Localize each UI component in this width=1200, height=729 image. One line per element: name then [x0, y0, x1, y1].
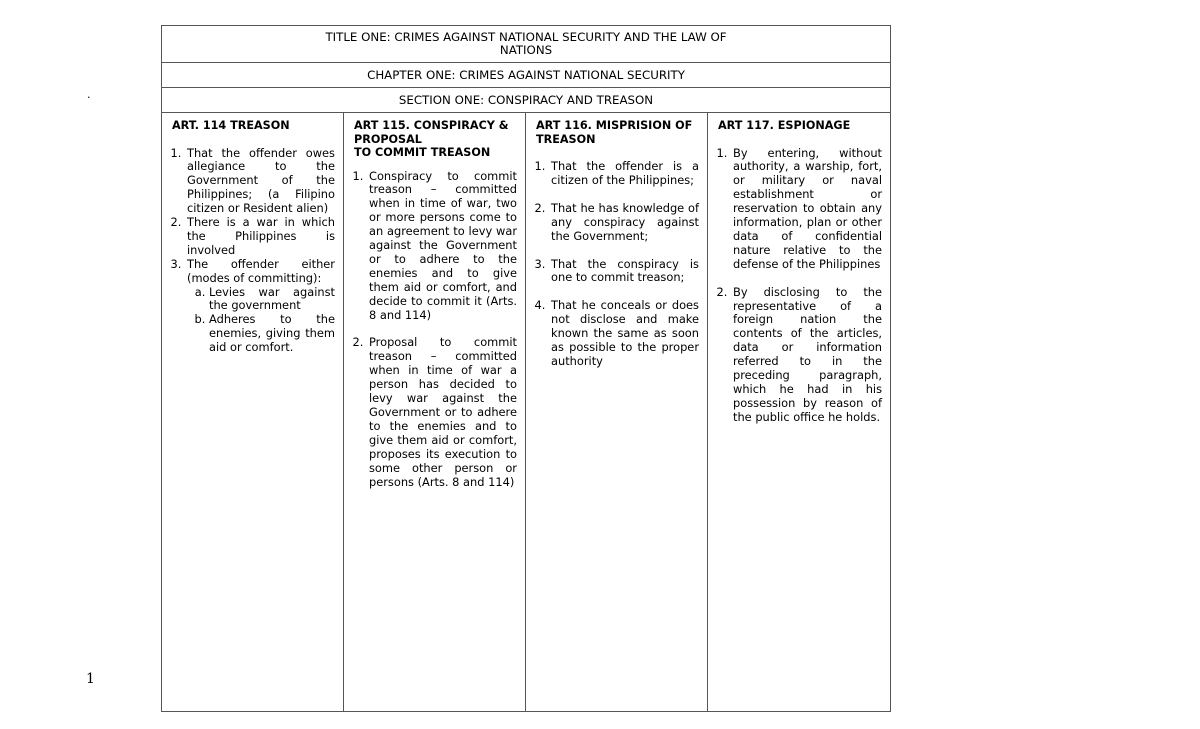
list-item: 2. There is a war in which the Philippines is involved [185, 216, 335, 258]
column-art-114 [162, 113, 344, 712]
heading-line: ART 116. MISPRISION OF [536, 119, 693, 132]
page-number: 1 [86, 671, 95, 687]
column-art-117 [708, 113, 891, 712]
list-item: 1. That the offender owes allegiance to the Government of the Philippines; (a Filipino citizen or Resident alien) [185, 147, 335, 217]
list-item [185, 258, 335, 355]
chapter-title: CHAPTER ONE: CRIMES AGAINST NATIONAL SECURITY [367, 68, 685, 82]
list-item: 1. Conspiracy to commit treason – committed when in time of war, two or more persons come to an agreement to levy war against the Government or to adhere to the enemies and to give them aid or comfort, and decide to commit it (Arts. 8 and 114) [367, 170, 517, 323]
list-item-text: The offender either (modes of committing): [187, 256, 335, 285]
list-item: 2. That he has knowledge of any conspiracy against the Government; [549, 202, 699, 244]
title-line-1: TITLE ONE: CRIMES AGAINST NATIONAL SECURITY AND THE LAW OF [325, 30, 727, 44]
list-item: 1. That the offender is a citizen of the Philippines; [549, 160, 699, 188]
list-item: 1. By entering, without authority, a warship, fort, or military or naval establishment or reservation to obtain any information, plan or other data of confidential nature relative to the defense of the Philippines [731, 147, 882, 272]
art-114-heading: ART. 114 TREASON [172, 119, 290, 132]
sub-list-item: a. Levies war against the government [209, 286, 335, 314]
chapter-header [162, 63, 891, 88]
crimes-table [161, 25, 891, 712]
art-115-heading [352, 119, 517, 160]
heading-line: ART 115. CONSPIRACY & [354, 119, 509, 132]
column-art-116 [526, 113, 708, 712]
title-header [162, 26, 891, 63]
list-item: 3. That the conspiracy is one to commit treason; [549, 258, 699, 286]
art-115-elements [352, 170, 517, 490]
heading-line: TO COMMIT TREASON [354, 146, 491, 159]
list-item: 2. By disclosing to the representative of a foreign nation the contents of the articles, data or information referred to in the preceding paragraph, which he had in his possession by reason of the public office he holds. [731, 286, 882, 425]
list-item: 2. Proposal to commit treason – committed when in time of war a person has decided to levy war against the Government or to adhere to the enemies and to give them aid or comfort, proposes its execution to some other person or persons (Arts. 8 and 114) [367, 336, 517, 489]
art-117-elements [716, 147, 882, 425]
section-header [162, 88, 891, 113]
art-114-elements [170, 147, 335, 356]
margin-mark: . [87, 88, 91, 101]
modes-sublist [187, 286, 335, 356]
heading-line: TREASON [536, 132, 596, 146]
column-art-115 [344, 113, 526, 712]
heading-line: PROPOSAL [354, 132, 422, 146]
art-116-heading [534, 119, 699, 146]
list-item: 4. That he conceals or does not disclose and make known the same as soon as possible to the proper authority [549, 299, 699, 369]
section-title: SECTION ONE: CONSPIRACY AND TREASON [398, 93, 654, 107]
title-line-2: NATIONS [499, 42, 553, 57]
art-117-heading: ART 117. ESPIONAGE [718, 119, 851, 132]
sub-list-item: b. Adheres to the enemies, giving them aid or comfort. [209, 313, 335, 355]
art-116-elements [534, 160, 699, 369]
